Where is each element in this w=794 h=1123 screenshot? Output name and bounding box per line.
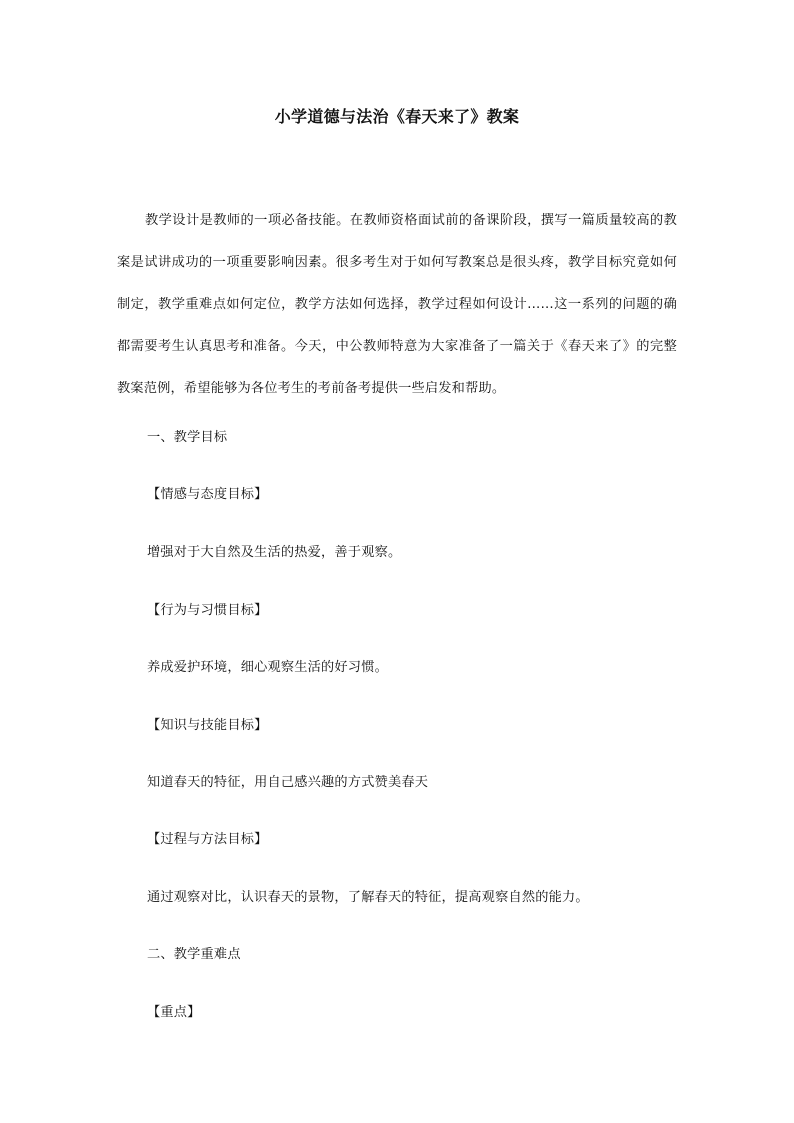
goal-knowledge-label: 【知识与技能目标】: [147, 718, 268, 733]
goal-behavior-label: 【行为与习惯目标】: [147, 603, 268, 618]
goal-emotion-text: 增强对于大自然及生活的热爱，善于观察。: [147, 545, 402, 560]
goal-behavior-text: 养成爱护环境，细心观察生活的好习惯。: [147, 660, 388, 675]
section-heading-key-difficult-points: 二、教学重难点: [147, 947, 241, 962]
goal-process-text: 通过观察对比，认识春天的景物，了解春天的特征，提高观察自然的能力。: [147, 890, 589, 905]
key-point-label: 【重点】: [147, 1005, 201, 1020]
goal-process-label: 【过程与方法目标】: [147, 832, 268, 847]
goal-emotion-label: 【情感与态度目标】: [147, 487, 268, 502]
document-title: 小学道德与法治《春天来了》教案: [274, 107, 520, 126]
goal-knowledge-text: 知道春天的特征，用自己感兴趣的方式赞美春天: [147, 775, 429, 790]
intro-paragraph: 教学设计是教师的一项必备技能。在教师资格面试前的备课阶段，撰写一篇质量较高的教案是试讲成功的一项重要影响因素。很多考生对于如何写教案总是很头疼，教学目标究竟如何制定，教学重难点如何定位，教学方法如何选择，教学过程如何设计……这一系列的问题的确都需要考生认真思考和准备。今天，中公教师特意为大家准备了一篇关于《春天来了》的完整教案范例，希望能够为各位考生的考前备考提供一些启发和帮助。: [117, 213, 677, 396]
section-heading-teaching-goals: 一、教学目标: [147, 430, 228, 445]
